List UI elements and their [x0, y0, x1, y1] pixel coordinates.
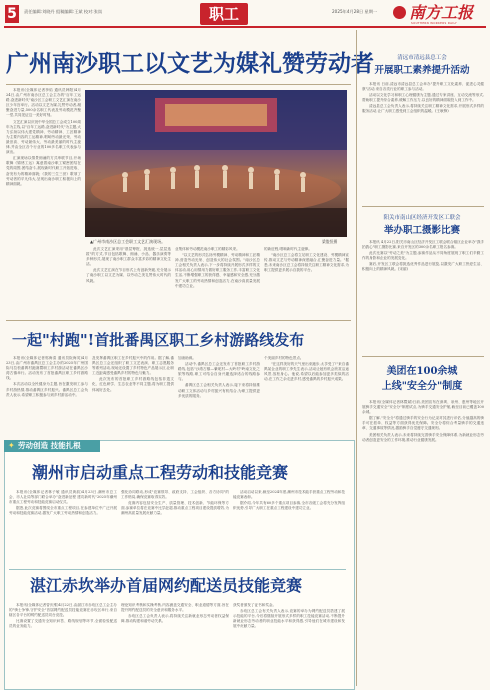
photo-credit: 梁俊恒摄	[322, 239, 338, 244]
paragraph: 赤坎区总工会负责人表示,将持续关注新就业形态劳动者权益保障,推动构建和谐劳动关系。	[121, 614, 229, 624]
article2-title: 一起"村跑"!首批番禺区职工乡村游路线发布	[12, 331, 305, 349]
sidebar-rule-1	[362, 206, 484, 207]
paragraph: 此次比赛以"劳动之美"为主题,参赛作品从不同角度展现了职工们辛勤工作的身影和企业的发展变化。	[362, 251, 484, 261]
article4-col1	[9, 603, 117, 685]
paragraph: 赛后,开发区工联会将挑选优秀作品进行展览,以激发广大职工热爱生活、积极向上的精神风貌。(宋丽)	[362, 262, 484, 272]
article1-col4	[264, 247, 349, 317]
article2-col2	[92, 356, 174, 436]
article1-col2	[86, 247, 171, 317]
section-title: 职工	[208, 5, 239, 23]
paragraph: 本次活动以全民健身为主题,旨在激发职工参与乡村游热情,推动番禺区乡村振兴。番禺区总工会负责人表示,希望职工积极参与到乡村游活动中。	[6, 382, 88, 397]
page-number-badge	[5, 5, 19, 23]
special-banner	[4, 440, 100, 452]
sidebar-divider	[356, 30, 357, 686]
paragraph: 汇演现场以情景朗诵的方式串联节目,开场歌舞《锦绣工运》寓意着南沙职工紧密团结在党的周围,团结奋斗,展现新时代职工开拓进取、奋发有为的精神面貌;《我的三生三世》歌颂了劳动者的平凡伟大,呈现出南沙职工积极向上的精神面貌。	[6, 156, 81, 186]
paragraph: 个美丽乡村的特色景点。	[264, 356, 304, 360]
paragraph: 活动启动以来,截至2024年度,潮州市技术能手获重点工程劳动和技能竞赛表彰。	[233, 490, 345, 500]
paragraph: 竞赛内容包括安全生产、质量管理、技术创新、节能环保等方面,参赛单位将在竞赛中比学赶超,推动重点工程项目建设提质增效,为潮州高质量发展贡献力量。	[121, 501, 229, 516]
article5-kicker: 清远市清远县总工会	[397, 55, 447, 61]
paragraph: 的新征程,唱响新时代主旋律。	[264, 247, 312, 251]
paragraph: 番禺区总工会相关负责人表示,接下来将持续推动职工文体活动与乡村振兴有机结合,为职工提供更多优质的服务。	[178, 383, 260, 398]
article2-col1	[6, 356, 88, 436]
paragraph: 业集体和劳动模范南沙职工的精彩风采。	[175, 247, 240, 251]
section-divider	[6, 320, 351, 321]
paragraph: 此次发布的首批职工乡村游路线包括非遗文化、红色研学、生态农业等不同主题,将为职工提供休闲好去处。	[92, 377, 174, 392]
article1-photo	[85, 90, 347, 237]
article7-title-line2: 上线"安全分"制度	[381, 381, 463, 392]
paragraph: 本报讯 日前,清远市清远县总工会举办"提升职工文化素养、促进心灵健康"活动,来自各类行业的职工参与活动。	[362, 82, 484, 92]
logo-icon	[393, 6, 406, 19]
article6-kicker: 阳关市南山区经济开发区工联会	[383, 215, 461, 221]
paragraph: 本报讯(全媒体记者曾庆维)4月22日,由湛江市赤坎区总工会主办的"骑士争锋,守护安全"首届网约配送员技能竞赛在赤坎区举行,来自辖区各平台的网约配送员同台竞技。	[9, 603, 117, 618]
paragraph: "以文艺的形式弘扬劳模精神、劳动精神和工匠精神,营造劳动光荣、创造伟大的社会氛围。"南沙区总工会相关负责人表示,下一步将持续开展形式多样的文体活动,用心用情用力做好职工服务工作,丰富职工文化生活,不断增强职工的获得感、幸福感和安全感,充分激发广大职工的劳动热情和创造活力,在南沙高质量发展中建功立业。	[175, 253, 260, 288]
paragraph: 据了解,"安全分"将通过骑手的安全行为记录对其进行评估,分值越高的骑手可在派单、权益等方面获得优先保障。安全分将综合考量骑手的交通违章、交通事故等情况,激励骑手自觉遵守交通规则。	[362, 416, 484, 431]
article2-col4	[264, 356, 349, 436]
header-rule	[4, 26, 486, 28]
article3-title: 潮州市启动重点工程劳动和技能竞赛	[32, 463, 289, 482]
article4-title: 湛江赤坎举办首届网约配送员技能竞赛	[30, 576, 303, 595]
paragraph: 清远县总工会负责人表示,将持续关注职工精神文化需求,开展形式多样的服务活动,让广大职工感受到工会组织的温暖。(王耿锋)	[362, 104, 484, 114]
paragraph: 文艺汇演以庆祝中华全国总工会成立100周年为主线,以"百年工运路,奋进新时代"为主题,大力弘扬以伟大建党精神、劳动精神、工匠精神为主要内容的工运精神,唱响劳动最光荣、劳动最崇高、劳动最伟大、劳动最美丽的时代主旋律,并由全区各个行业的100多名职工代表参与演出。	[6, 119, 81, 155]
paragraph: 理论知识考核和实操考核,内容涵盖交通安全、职业道德等方面,旨在提升网约配送员的安全意识和服务水平。	[121, 603, 229, 613]
paragraph: 强化协同联动,形成"竞赛领导、政府支持、工会组织、各方协同"的工作格局,确保竞赛取得实效。	[121, 490, 229, 500]
paragraph: 本报讯(全媒体记者林暨斌)日前,美团宣布在深圳、泉州、惠州等地区开展骑手交通安全"安全分"制度试点,为骑手交通安全护航,截至目前已覆盖100余城。	[362, 400, 484, 415]
banner-star-icon: ✦	[8, 441, 15, 450]
section-tab	[200, 3, 248, 25]
sidebar-rule-2	[362, 356, 484, 357]
paragraph: 获奖者颁发了证书和奖金。	[233, 603, 277, 607]
paragraph: 加油助威。	[178, 356, 196, 360]
paragraph: 比赛设置了交通安全知识问答、路线规划等环节,全面检验配送员的业务能力。	[9, 619, 117, 629]
paragraph: 本报讯 4月22日,阳关市南山区经济开发区工联会联合辖区企业举办"我手拍我心"职工摄影比赛,来自开发区的300余名职工报名参赛。	[362, 240, 484, 250]
article3-col3	[233, 490, 345, 566]
article1-col1	[6, 88, 81, 316]
article6-title: 举办职工摄影比赛	[383, 225, 460, 236]
article5-body	[362, 82, 484, 202]
paragraph: "南沙区总工会将立足职工文化建设、劳模精神宣传,推动文艺与劳动精神深度融合,汇聚奋进力量。"据悉,未来南沙区总工会将持续关注职工精神文化需求,为职工提供更多展示自我的平台。	[264, 253, 349, 273]
stage-performance-image	[85, 90, 347, 237]
special-divider	[9, 569, 346, 570]
article7-body	[362, 400, 484, 684]
article3-col2	[121, 490, 229, 566]
logo-subtitle: SOUTHERN WORKERS DAILY	[411, 21, 457, 25]
paragraph: 此次文艺汇演采用"基层筹报、挑选统一,层层选拔"的方式,节目包括歌舞、朗诵、小品、器乐演奏等多种形式,展现了南沙职工群众丰富多彩的精神文化生活。	[86, 247, 171, 267]
paragraph: 本报讯(全媒体记者郭海清 通讯员阮海英)4月23日,由广州市番禺区总工会主办的2025年广州国际马拉松番禺村跑赛暨职工乡村游活动在番禺区沙湾古镇举行。活动发布了首批番禺区职工乡村游路线。	[6, 356, 88, 381]
paragraph: 活动中,番禺区总工会还发布了首批职工乡村游路线,包括"沙湾古镇—紫坭村—大岭村"岭南文化之旅等线路,职工可结合自身兴趣选择适合的线路参与。	[178, 362, 260, 382]
article7-title-line1: 美团在100余城	[386, 366, 458, 377]
header-bar	[0, 0, 490, 34]
special-banner-label: 劳动创造 技能扎根	[18, 441, 81, 450]
article1-title-rule	[6, 84, 351, 85]
paragraph: 活动以文化学习和职工心理健康为主题,通过专家讲座、互动交流等形式,帮助职工提升综合素养,缓解工作压力,以良好的精神面貌投入到工作中。	[362, 93, 484, 103]
article4-col2	[121, 603, 229, 685]
paragraph: "在这样美好的天气里出来跑步,太享受了!"来自番禺某企业的职工李先生表示,活动让她有机会欣赏沿途风景,放松身心。他说,希望以后能参加更多类似的活动,在工作之余走进乡村,感受番禺的乡村振兴成果。	[264, 362, 349, 382]
paragraph: 及发挥番禺区职工在乡村振兴中的作用。据了解,番禺区总工会还组织了职工文艺表演、职工志愿服务等系列活动,现场还设置了乡村特色产品展示区,让职工近距离感受番禺乡村的特色与魅力。	[92, 356, 174, 376]
article1-col3	[175, 247, 260, 317]
paragraph: 本报讯(全媒体记者林子敏 通讯员黄韵)4月23日,潮州市总工会、市人社局等部门联合举办"奋进新征程 建功新时代"2025年潮州市重点工程劳动和技能竞赛启动仪式。	[9, 490, 117, 505]
photo-caption: ▲广州市南沙区总工会职工文艺汇演现场。	[90, 239, 166, 244]
paragraph: 本报讯(全媒体记者李焰 通讯员韩阳)4月24日,由广州市南沙区总工会主办的"百年工运路,奋进新时代"南沙区工会职工文艺汇演在南沙区少年宫举行。活动以文艺为媒,礼赞劳动者,凝聚奋进力量,500余名职工代表及劳动模范齐聚一堂,共同见证这一美好时刻。	[6, 88, 81, 118]
paragraph: 此次文艺汇演在节目形式上有创新突破,充分展示了南沙职工以文艺为媒、以劳动之美礼赞伟大时代的风貌。	[86, 268, 171, 283]
paragraph: 据介绍,今年共有60多个重点项目参赛,全市各级工会将充分发挥组织优势,引导广大职工在重点工程建设中建功立业。	[233, 501, 345, 511]
article5-title: 开展职工素养提升活动	[374, 65, 470, 76]
article4-col3	[233, 603, 345, 685]
article2-col3	[178, 356, 260, 436]
article1-title: 广州南沙职工以文艺为媒礼赞劳动者	[6, 50, 374, 77]
newspaper-logo: 南方工报	[409, 3, 474, 22]
issue-date: 2025年4月28日 星期一	[332, 9, 378, 14]
paragraph: 美团相关负责人表示,未来将持续完善骑手安全保障体系,为新就业形态劳动者创造更安全的工作环境,推动行业健康发展。	[362, 432, 484, 442]
editor-line: 责任编辑:刘晓丹 组稿编辑:王斌 校对:张岚	[24, 9, 103, 14]
article6-body	[362, 240, 484, 352]
page-number: 5	[7, 6, 17, 22]
paragraph: 据悉,此次竞赛将围绕全市重点工程项目,在参建单位中广泛开展劳动和技能竞赛活动,激发广大职工劳动热情和创造活力。	[9, 506, 117, 516]
article3-col1	[9, 490, 117, 566]
paragraph: 赤坎区总工会有关负责人表示,竞赛的举办为网约配送员搭建了展示技能的平台,今后将继续开展形式多样的职工技能竞赛活动,不断提升新就业形态劳动者的职业技能水平和获得感,引导他们在城市建设和发展中贡献力量。	[233, 609, 345, 629]
